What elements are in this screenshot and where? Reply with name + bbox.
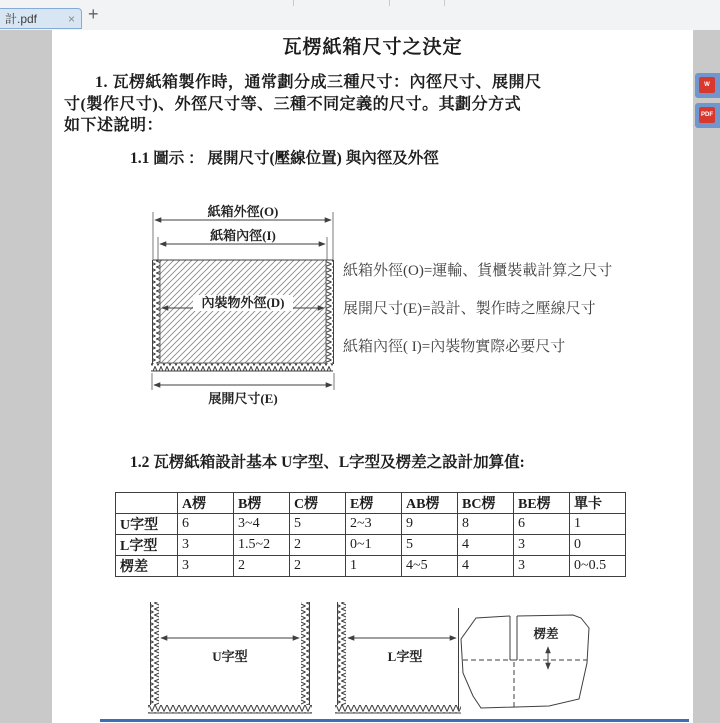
cell: 1 — [346, 556, 402, 577]
annotation-line: 紙箱外徑(O)=運輸、貨櫃裝載計算之尺寸 — [343, 263, 613, 279]
dimension-annotations — [343, 252, 612, 366]
annotation-line: 紙箱內徑( I)=內裝物實際必要尺寸 — [343, 339, 566, 355]
cell: 0~1 — [346, 535, 402, 556]
cell: 2 — [234, 556, 290, 577]
header-cell: C楞 — [290, 493, 346, 514]
l-type-label: L字型 — [387, 649, 423, 664]
header-cell: BC楞 — [458, 493, 514, 514]
horizontal-scrollbar-thumb[interactable] — [100, 719, 689, 722]
header-cell: A楞 — [178, 493, 234, 514]
flute-gap-label: 楞差 — [533, 627, 559, 641]
tab-separator — [293, 0, 294, 6]
document-title: 瓦楞紙箱尺寸之決定 — [282, 37, 463, 58]
table-row — [116, 514, 626, 535]
box-dimension-diagram — [140, 198, 340, 410]
expand-dim-label: 展開尺寸(E) — [208, 391, 278, 406]
cell: 2 — [290, 535, 346, 556]
cell: 9 — [402, 514, 458, 535]
header-cell: B楞 — [234, 493, 290, 514]
cell: 1.5~2 — [234, 535, 290, 556]
cell: 5 — [402, 535, 458, 556]
tab-separator — [444, 0, 445, 6]
new-tab-button[interactable]: + — [88, 4, 99, 24]
tab-bar — [0, 0, 720, 30]
cell: 4 — [458, 535, 514, 556]
word-convert-icon: W — [699, 77, 715, 93]
inner-dim-label: 紙箱內徑(I) — [210, 228, 276, 243]
u-type-diagram — [146, 600, 314, 715]
row-label: 楞差 — [116, 556, 178, 577]
cell: 2~3 — [346, 514, 402, 535]
section-1-1-heading: 1.1 圖示 ： 展開尺寸(壓線位置) 與內徑及外徑 — [130, 150, 439, 167]
paragraph-line: 1. 瓦楞紙箱製作時，通常劃分成三種尺寸：內徑尺寸、展開尺 — [95, 74, 542, 91]
u-type-label: U字型 — [212, 649, 248, 664]
cell: 2 — [290, 556, 346, 577]
table-header-row — [116, 493, 626, 514]
cell: 5 — [290, 514, 346, 535]
cell: 0 — [570, 535, 626, 556]
flute-gap-diagram — [456, 596, 640, 723]
cell: 8 — [458, 514, 514, 535]
paragraph-line: 如下述說明： — [64, 117, 164, 134]
content-dim-label: 內裝物外徑(D) — [201, 295, 285, 310]
table-row — [116, 556, 626, 577]
cell: 4~5 — [402, 556, 458, 577]
section-1-2-heading: 1.2 瓦楞紙箱設計基本 U字型、L字型及楞差之設計加算值: — [130, 454, 525, 471]
cell: 4 — [458, 556, 514, 577]
header-cell: AB楞 — [402, 493, 458, 514]
l-type-diagram — [333, 600, 463, 715]
pdf-page — [52, 30, 693, 723]
pdf-tools-button[interactable] — [695, 103, 720, 128]
table-row — [116, 535, 626, 556]
outer-dim-label: 紙箱外徑(O) — [207, 204, 279, 219]
header-cell — [116, 493, 178, 514]
intro-paragraph — [64, 72, 542, 137]
row-label: L字型 — [116, 535, 178, 556]
flute-table — [115, 492, 626, 577]
annotation-line: 展開尺寸(E)=設計、製作時之壓線尺寸 — [343, 301, 596, 317]
header-cell: BE楞 — [514, 493, 570, 514]
header-cell: 單卡 — [570, 493, 626, 514]
pdf-tab[interactable] — [0, 8, 82, 29]
cell: 3 — [178, 556, 234, 577]
cell: 3~4 — [234, 514, 290, 535]
cell: 1 — [570, 514, 626, 535]
pdf-to-word-button[interactable] — [695, 73, 720, 98]
cell: 3 — [178, 535, 234, 556]
tab-close-icon[interactable]: × — [67, 11, 75, 26]
cell: 3 — [514, 556, 570, 577]
row-label: U字型 — [116, 514, 178, 535]
pdf-icon: PDF — [699, 107, 715, 123]
tab-title: 計.pdf — [5, 12, 38, 26]
cell: 0~0.5 — [570, 556, 626, 577]
cell: 3 — [514, 535, 570, 556]
header-cell: E楞 — [346, 493, 402, 514]
cell: 6 — [178, 514, 234, 535]
cell: 6 — [514, 514, 570, 535]
tab-separator — [389, 0, 390, 6]
paragraph-line: 寸(製作尺寸)、外徑尺寸等、三種不同定義的尺寸。其劃分方式 — [64, 95, 522, 113]
